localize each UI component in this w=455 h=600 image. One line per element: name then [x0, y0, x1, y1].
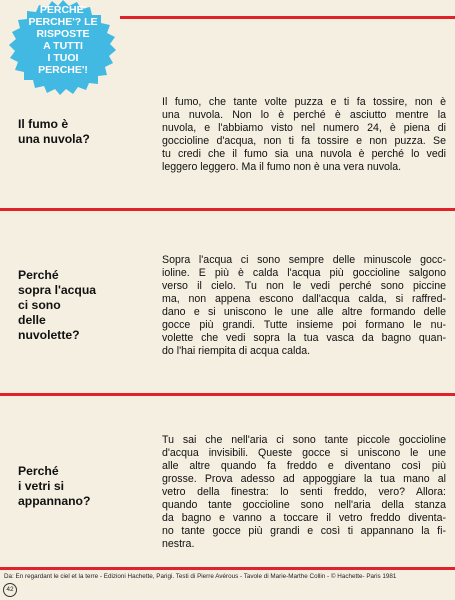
question-steam — [18, 268, 96, 343]
source-credits: Da: En regardant le ciel et la terre - Edizioni Hachette, Parigi. Testi di Pierre Avérous - Tavole di Marie-Marthe Collin - © Hachette- Paris 1981 — [4, 573, 397, 580]
question-line: appannano? — [18, 494, 91, 508]
answer-line: Tu sai che nell'aria ci sono tante piccole goccioline — [162, 434, 446, 446]
answer-line: ioline. E più è calda l'acqua più goccioline salgono — [162, 267, 446, 279]
answer-line: ma, non appena escono dall'acqua calda, si raffred- — [162, 293, 446, 305]
answer-windows — [162, 434, 446, 551]
question-line: una nuvola? — [18, 132, 90, 146]
title-badge — [2, 0, 124, 96]
answer-line: una nuvola. Non lo è perché è asciutto mentre la — [162, 109, 446, 121]
badge-title — [2, 4, 124, 76]
question-smoke — [18, 117, 90, 147]
answer-line: goccioline d'acqua, non ti fa tossire e non puzza. Se — [162, 135, 446, 147]
top-divider — [120, 16, 455, 19]
badge-line: PERCHE' — [39, 4, 87, 16]
answer-line: Il fumo, che tante volte puzza e ti fa tossire, non è — [162, 96, 446, 108]
answer-line: quando tante goccioline sono nell'aria della stanza — [162, 499, 446, 511]
question-line: Perché — [18, 464, 59, 478]
answer-line: gocce più grandi. Tutte insieme poi formano le nu- — [162, 319, 446, 331]
badge-line: PERCHE'! — [38, 64, 88, 76]
answer-line: leggero leggero. Ma il fumo non è una vera nuvola. — [162, 161, 402, 173]
answer-line: no tante gocce più grandi e così ti appannano la fi- — [162, 525, 446, 537]
answer-line: nestra. — [162, 538, 195, 550]
answer-line: vetro della finestra: lo senti freddo, vero? Allora: — [162, 486, 446, 498]
question-line: Il fumo è — [18, 117, 69, 131]
question-line: Perché — [18, 268, 59, 282]
answer-line: alle altre quando fa freddo e diventano così più — [162, 460, 446, 472]
answer-line: do l'hai riempita di acqua calda. — [162, 345, 311, 357]
bottom-divider — [0, 567, 455, 570]
answer-line: d'acqua invisibili. Queste gocce si uniscono le une — [162, 447, 446, 459]
badge-line: PERCHE'? LE — [28, 16, 98, 28]
section-divider — [0, 208, 455, 211]
section-divider — [0, 393, 455, 396]
question-line: sopra l'acqua — [18, 283, 97, 297]
question-line: nuvolette? — [18, 328, 80, 342]
answer-line: tu credi che il fumo sia una nuvola è perché lo vedi — [162, 148, 446, 160]
answer-line: verso il cielo. Tu non le vedi perché sono piccine — [162, 280, 446, 292]
answer-line: Sopra l'acqua ci sono sempre delle minuscole gocc- — [162, 254, 446, 266]
answer-line: da bagno e vanno a toccare il vetro freddo diventa- — [162, 512, 446, 524]
answer-smoke — [162, 96, 446, 174]
question-line: ci sono — [18, 298, 61, 312]
page-number: 42 — [3, 583, 17, 597]
answer-line: dano e si uniscono le une alle altre formando delle — [162, 306, 446, 318]
badge-line: RISPOSTE — [36, 28, 90, 40]
answer-steam — [162, 254, 446, 358]
badge-line: I TUOI — [47, 52, 79, 64]
answer-line: grosse. Prova adesso ad appoggiare la tua mano al — [162, 473, 446, 485]
question-line: delle — [18, 313, 46, 327]
answer-line: volette che vedi sopra la tua vasca da bagno quan- — [162, 332, 446, 344]
question-windows — [18, 464, 90, 509]
question-line: i vetri si — [18, 479, 65, 493]
answer-line: nuvola, e l'abbiamo visto nel numero 24, è piena di — [162, 122, 446, 134]
badge-line: A TUTTI — [43, 40, 83, 52]
